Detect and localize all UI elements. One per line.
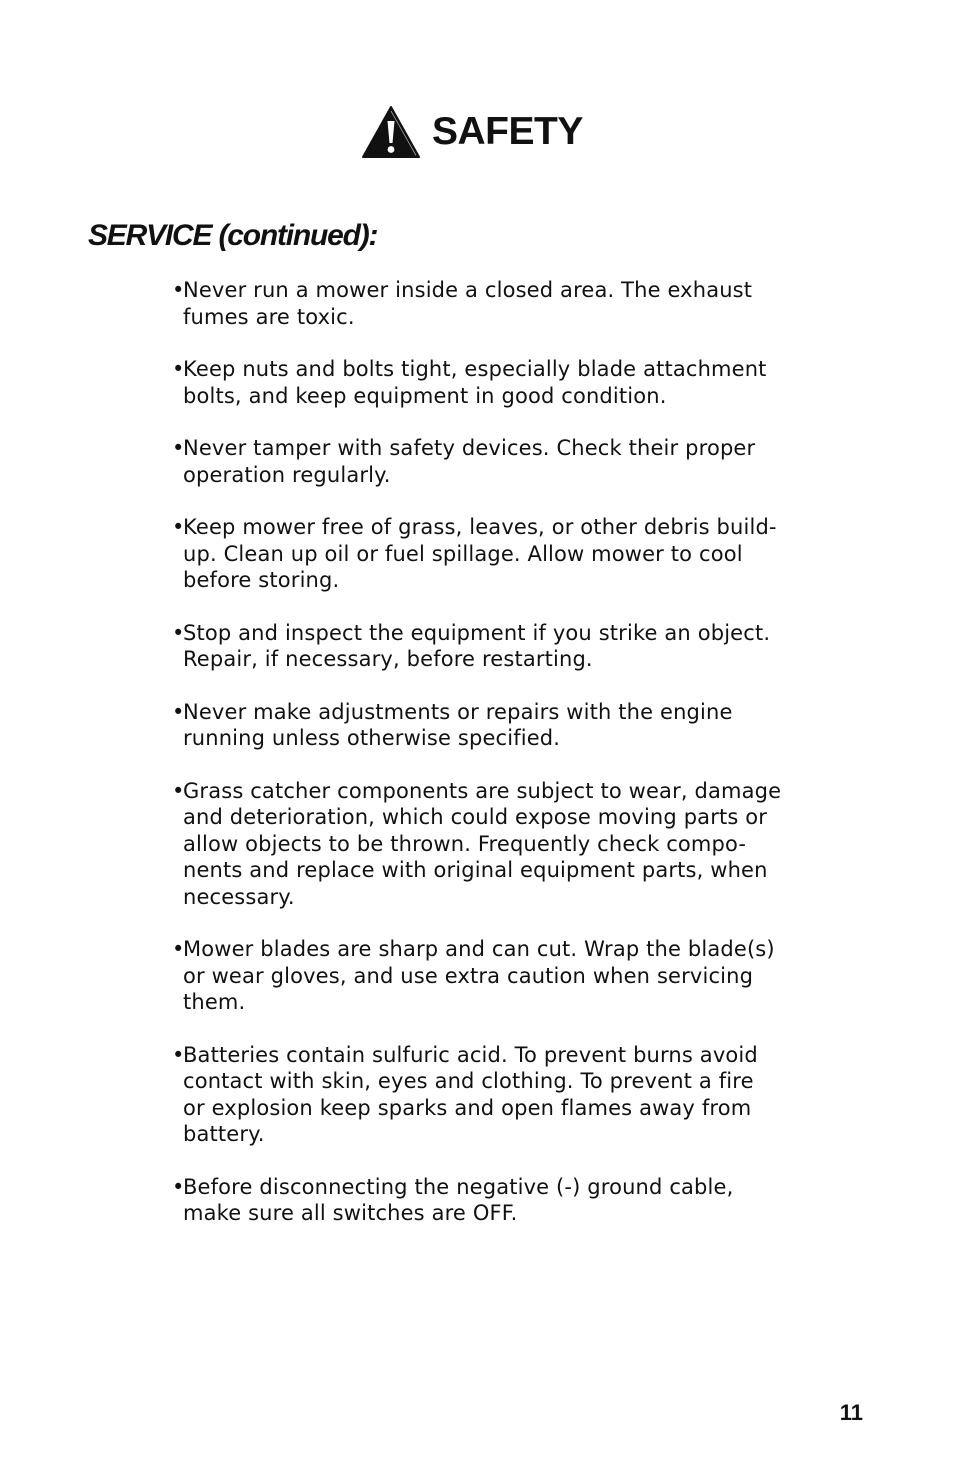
page-number: 11: [839, 1400, 863, 1425]
bullet-mark: •: [172, 436, 185, 460]
bullet-mark: •: [172, 515, 185, 539]
bullet-text: Keep nuts and bolts tight, especially blade attachment bolts, and keep equipment in good condition.: [183, 357, 767, 408]
bullet-text: Keep mower free of grass, leaves, or other debris build- up. Clean up oil or fuel spillage. Allow mower to cool before storing.: [183, 515, 777, 592]
bullet-mark: •: [172, 1174, 185, 1199]
bullet-mark: •: [172, 620, 185, 645]
section-heading: SERVICE (continued):: [88, 219, 378, 252]
page-header: [0, 105, 954, 165]
bullet-mark: •: [172, 937, 185, 961]
bullet-mark: •: [172, 1042, 185, 1067]
bullet-text: Stop and inspect the equipment if you strike an object. Repair, if necessary, before restarting.: [183, 620, 771, 671]
list-item: [172, 356, 852, 409]
list-item: [172, 620, 852, 673]
list-item: [172, 699, 852, 752]
bullet-mark: •: [172, 699, 185, 724]
list-item: [172, 277, 852, 330]
safety-bullet-list: [172, 277, 852, 1253]
bullet-text: Never tamper with safety devices. Check their proper operation regularly.: [183, 436, 756, 487]
bullet-text: Never run a mower inside a closed area. The exhaust fumes are toxic.: [183, 278, 753, 329]
bullet-mark: •: [172, 278, 185, 302]
list-item: [172, 936, 852, 1016]
bullet-mark: •: [172, 778, 185, 803]
bullet-text: Before disconnecting the negative (-) ground cable, make sure all switches are OFF.: [183, 1174, 734, 1225]
bullet-text: Mower blades are sharp and can cut. Wrap the blade(s) or wear gloves, and use extra caution when servicing them.: [183, 937, 775, 1014]
bullet-mark: •: [172, 357, 185, 381]
bullet-text: Batteries contain sulfuric acid. To prevent burns avoid contact with skin, eyes and clothing. To prevent a fire or explosion keep sparks and open flames away from battery.: [183, 1042, 758, 1146]
page-title: SAFETY: [432, 110, 583, 153]
list-item: [172, 778, 852, 911]
list-item: [172, 435, 852, 488]
bullet-text: Never make adjustments or repairs with the engine running unless otherwise specified.: [183, 699, 733, 750]
list-item: [172, 1042, 852, 1148]
list-item: [172, 1174, 852, 1227]
warning-triangle-icon: [361, 105, 421, 159]
bullet-text: Grass catcher components are subject to wear, damage and deterioration, which could expose moving parts or allow objects to be thrown. Frequently check compo- nents and replace with original equipment parts, when necessary.: [183, 778, 782, 909]
list-item: [172, 514, 852, 594]
